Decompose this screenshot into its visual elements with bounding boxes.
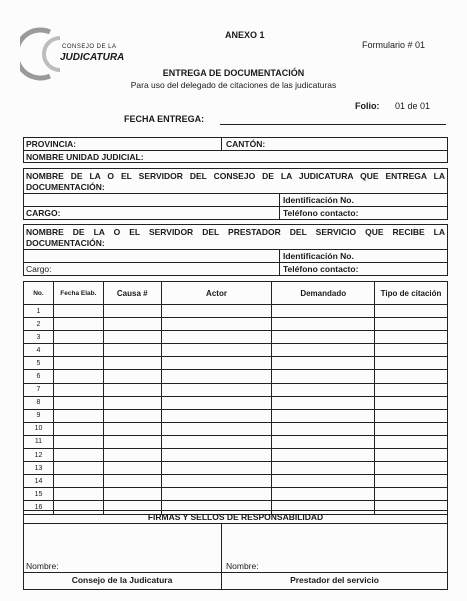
table-cell[interactable] (161, 318, 272, 331)
table-cell[interactable] (161, 305, 272, 318)
fecha-entrega-field[interactable] (220, 124, 446, 125)
divider (221, 137, 222, 150)
table-cell[interactable] (375, 449, 448, 462)
header-fecha-elab: Fecha Elab. (53, 282, 103, 305)
table-cell[interactable] (375, 409, 448, 422)
table-header-row (24, 282, 448, 305)
table-cell[interactable] (53, 475, 103, 488)
divider (23, 572, 448, 573)
table-row (24, 344, 448, 357)
table-row (24, 318, 448, 331)
identificacion-label: Identificación No. (283, 251, 354, 261)
divider (279, 193, 280, 220)
formulario-label: Formulario # 01 (362, 40, 426, 50)
table-cell[interactable] (272, 409, 375, 422)
table-cell[interactable] (53, 370, 103, 383)
table-cell[interactable] (103, 475, 161, 488)
table-cell[interactable] (161, 409, 272, 422)
table-cell[interactable] (53, 449, 103, 462)
servidor-recibe-line1: NOMBRE DE LA O EL SERVIDOR DEL PRESTADOR DEL SERVICIO QUE RECIBE LA (26, 227, 445, 237)
unidad-judicial-label: NOMBRE UNIDAD JUDICIAL: (26, 152, 144, 162)
nombre-right-label: Nombre: (226, 561, 259, 571)
table-cell[interactable] (161, 344, 272, 357)
table-cell[interactable] (272, 396, 375, 409)
row-number: 14 (24, 475, 54, 488)
table-cell[interactable] (375, 344, 448, 357)
telefono-label: Teléfono contacto: (283, 264, 359, 274)
row-number: 2 (24, 318, 54, 331)
logo-line2: JUDICATURA (60, 52, 125, 63)
row-number: 3 (24, 331, 54, 344)
folio-value: 01 de 01 (395, 101, 431, 111)
table-cell[interactable] (103, 383, 161, 396)
divider (23, 262, 448, 263)
table-cell[interactable] (161, 488, 272, 501)
table-cell[interactable] (53, 344, 103, 357)
table-row (24, 488, 448, 501)
table-cell[interactable] (161, 449, 272, 462)
table-cell[interactable] (53, 305, 103, 318)
row-number: 5 (24, 357, 54, 370)
table-cell[interactable] (161, 422, 272, 435)
table-cell[interactable] (161, 331, 272, 344)
table-cell[interactable] (375, 475, 448, 488)
table-cell[interactable] (103, 422, 161, 435)
provincia-label: PROVINCIA: (26, 139, 77, 149)
table-cell[interactable] (375, 396, 448, 409)
cargo-label: CARGO: (26, 208, 61, 218)
row-number: 9 (24, 409, 54, 422)
table-row (24, 475, 448, 488)
table-cell[interactable] (161, 370, 272, 383)
table-cell[interactable] (375, 305, 448, 318)
table-cell[interactable] (161, 383, 272, 396)
table-cell[interactable] (272, 370, 375, 383)
firmas-title: FIRMAS Y SELLOS DE RESPONSABILIDAD (147, 512, 324, 522)
row-number: 11 (24, 435, 54, 448)
fecha-entrega-label: FECHA ENTREGA: (124, 114, 205, 124)
folio-label: Folio: (355, 101, 380, 111)
servidor-entrega-line2: DOCUMENTACIÓN: (26, 182, 105, 192)
header-actor: Actor (161, 282, 272, 305)
table-cell[interactable] (53, 488, 103, 501)
divider (23, 193, 448, 194)
table-cell[interactable] (375, 383, 448, 396)
table-cell[interactable] (272, 331, 375, 344)
table-cell[interactable] (272, 344, 375, 357)
row-number: 4 (24, 344, 54, 357)
table-cell[interactable] (161, 357, 272, 370)
table-row (24, 462, 448, 475)
citaciones-table (23, 281, 448, 515)
table-row (24, 449, 448, 462)
table-cell[interactable] (375, 435, 448, 448)
table-cell[interactable] (272, 383, 375, 396)
row-number: 7 (24, 383, 54, 396)
table-cell[interactable] (53, 396, 103, 409)
row-number: 12 (24, 449, 54, 462)
table-row (24, 435, 448, 448)
table-cell[interactable] (272, 422, 375, 435)
table-cell[interactable] (53, 462, 103, 475)
table-cell[interactable] (161, 435, 272, 448)
row-number: 10 (24, 422, 54, 435)
telefono-label: Teléfono contacto: (283, 208, 359, 218)
servidor-entrega-line1: NOMBRE DE LA O EL SERVIDOR DEL CONSEJO DE LA JUDICATURA QUE ENTREGA LA (26, 171, 445, 181)
prestador-caption: Prestador del servicio (290, 575, 379, 585)
table-cell[interactable] (375, 318, 448, 331)
table-row (24, 422, 448, 435)
table-cell[interactable] (272, 435, 375, 448)
table-row (24, 370, 448, 383)
divider (23, 206, 448, 207)
table-row (24, 396, 448, 409)
table-cell[interactable] (53, 357, 103, 370)
table-cell[interactable] (53, 422, 103, 435)
table-cell[interactable] (375, 462, 448, 475)
table-cell[interactable] (103, 396, 161, 409)
consejo-caption: Consejo de la Judicatura (71, 575, 173, 585)
divider (23, 150, 448, 151)
row-number: 1 (24, 305, 54, 318)
page-subtitle: Para uso del delegado de citaciones de las judicaturas (130, 80, 337, 90)
table-cell[interactable] (103, 370, 161, 383)
table-row (24, 305, 448, 318)
table-cell[interactable] (272, 357, 375, 370)
table-cell[interactable] (272, 449, 375, 462)
table-row (24, 357, 448, 370)
table-cell[interactable] (53, 318, 103, 331)
table-cell[interactable] (103, 305, 161, 318)
table-cell[interactable] (375, 422, 448, 435)
identificacion-label: Identificación No. (283, 195, 354, 205)
row-number: 8 (24, 396, 54, 409)
table-row (24, 331, 448, 344)
divider (279, 249, 280, 276)
row-number: 15 (24, 488, 54, 501)
servidor-recibe-line2: DOCUMENTACIÓN: (26, 238, 105, 248)
table-cell[interactable] (103, 488, 161, 501)
table-cell[interactable] (375, 488, 448, 501)
table-cell[interactable] (53, 331, 103, 344)
table-cell[interactable] (272, 462, 375, 475)
divider (23, 249, 448, 250)
nombre-left-label: Nombre: (26, 561, 59, 571)
canton-label: CANTÓN: (226, 139, 266, 149)
divider (23, 523, 448, 524)
row-number: 16 (24, 501, 54, 514)
table-cell[interactable] (272, 305, 375, 318)
table-cell[interactable] (161, 396, 272, 409)
page-title: ENTREGA DE DOCUMENTACIÓN (162, 68, 305, 78)
table-cell[interactable] (272, 488, 375, 501)
table-cell[interactable] (103, 449, 161, 462)
cargo-label: Cargo: (26, 264, 52, 274)
row-number: 13 (24, 462, 54, 475)
table-cell[interactable] (53, 409, 103, 422)
table-cell[interactable] (375, 370, 448, 383)
table-cell[interactable] (375, 331, 448, 344)
header-tipo-citacion: Tipo de citación (375, 282, 448, 305)
table-cell[interactable] (103, 409, 161, 422)
table-cell[interactable] (103, 462, 161, 475)
table-cell[interactable] (161, 475, 272, 488)
anexo-label: ANEXO 1 (225, 30, 265, 40)
logo-line1: CONSEJO DE LA (62, 44, 117, 50)
table-cell[interactable] (103, 318, 161, 331)
table-cell[interactable] (103, 331, 161, 344)
table-cell[interactable] (161, 462, 272, 475)
table-row (24, 409, 448, 422)
table-body (24, 305, 448, 515)
header-demandado: Demandado (272, 282, 375, 305)
table-cell[interactable] (103, 435, 161, 448)
table-cell[interactable] (272, 318, 375, 331)
row-number: 6 (24, 370, 54, 383)
table-cell[interactable] (272, 475, 375, 488)
table-cell[interactable] (53, 435, 103, 448)
header-no: No. (24, 282, 54, 305)
table-cell[interactable] (53, 383, 103, 396)
header-causa: Causa # (103, 282, 161, 305)
table-row (24, 383, 448, 396)
table-cell[interactable] (103, 357, 161, 370)
table-cell[interactable] (103, 344, 161, 357)
table-cell[interactable] (375, 357, 448, 370)
